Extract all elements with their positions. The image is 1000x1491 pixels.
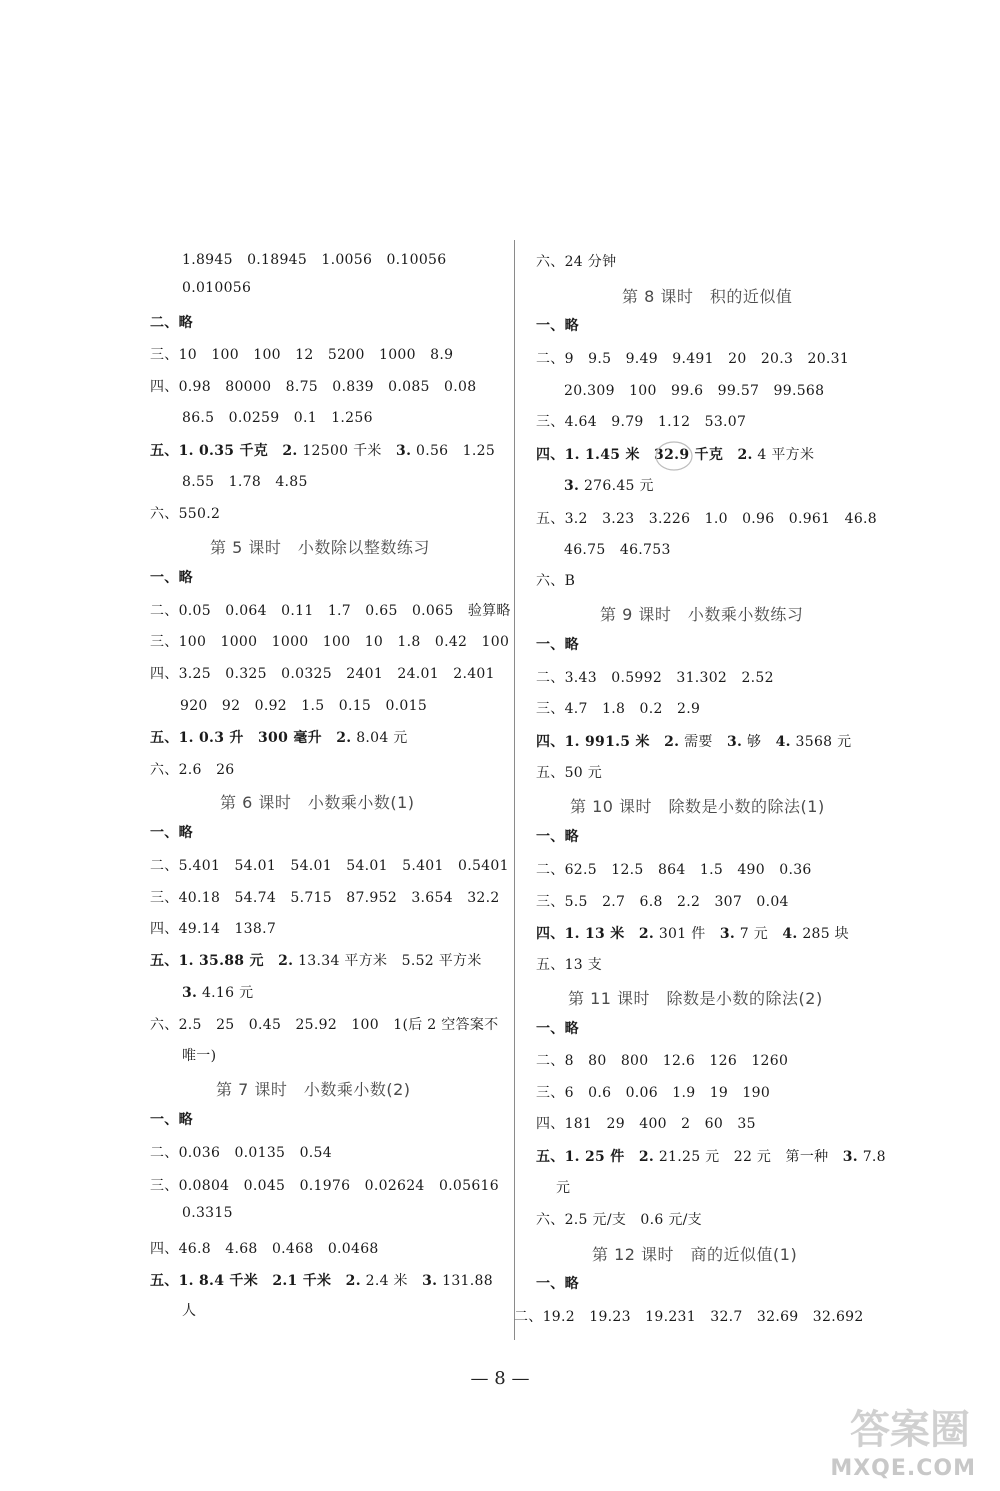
answer-line: 三、6 0.6 0.06 1.9 19 190 bbox=[536, 1085, 771, 1101]
page-number: — 8 — bbox=[470, 1368, 530, 1389]
answer-line bbox=[150, 727, 408, 747]
answer-line bbox=[150, 950, 482, 970]
answer-text: 五、1. 35.88 元 bbox=[150, 953, 279, 969]
answer-line: 20.309 100 99.6 99.57 99.568 bbox=[564, 383, 825, 399]
answer-line: 四、181 29 400 2 60 35 bbox=[536, 1116, 756, 1132]
answer-line: 元 bbox=[556, 1180, 571, 1196]
item-number: 4. bbox=[775, 734, 791, 750]
answer-line: 六、2.6 26 bbox=[150, 762, 235, 778]
answer-text: 五、1. 0.35 千克 bbox=[150, 443, 283, 459]
answer-line: 人 bbox=[182, 1303, 197, 1319]
answer-line: 三、5.5 2.7 6.8 2.2 307 0.04 bbox=[536, 894, 789, 910]
answer-line: 三、40.18 54.74 5.715 87.952 3.654 32.2 bbox=[150, 890, 500, 906]
item-number: 3. bbox=[564, 478, 580, 494]
stamp-mark bbox=[652, 438, 696, 474]
watermark-url: MXQE.COM bbox=[830, 1456, 976, 1481]
answer-text: 7.8 bbox=[857, 1149, 886, 1165]
answer-line: 二、19.2 19.23 19.231 32.7 32.69 32.692 bbox=[514, 1309, 864, 1325]
answer-line: 0.010056 bbox=[182, 280, 252, 296]
answer-line bbox=[150, 1270, 493, 1290]
answer-line: 六、2.5 元/支 0.6 元/支 bbox=[536, 1212, 702, 1228]
answer-line: 920 92 0.92 1.5 0.15 0.015 bbox=[180, 698, 428, 714]
answer-line: 一、略 bbox=[150, 570, 193, 586]
answer-line: 二、62.5 12.5 864 1.5 490 0.36 bbox=[536, 862, 812, 878]
answer-line: 六、550.2 bbox=[150, 506, 221, 522]
answer-text: 四、1. 13 米 bbox=[536, 926, 639, 942]
answer-line: 五、3.2 3.23 3.226 1.0 0.96 0.961 46.8 bbox=[536, 511, 878, 527]
item-number: 3. bbox=[396, 443, 412, 459]
answer-text: 8.04 元 bbox=[351, 730, 408, 746]
answer-line: 一、略 bbox=[150, 825, 193, 841]
answer-text: 285 块 bbox=[797, 926, 849, 942]
lesson-heading: 第 12 课时 商的近似值(1) bbox=[592, 1245, 798, 1264]
item-number: 3. bbox=[842, 1149, 858, 1165]
answer-line: 二、略 bbox=[150, 315, 193, 331]
answer-line bbox=[536, 1146, 886, 1166]
lesson-heading: 第 8 课时 积的近似值 bbox=[622, 287, 793, 306]
answer-line: 一、略 bbox=[536, 637, 579, 653]
answer-text: 四、1. 1.45 米 32.9 千克 bbox=[536, 447, 738, 463]
answer-line: 二、8 80 800 12.6 126 1260 bbox=[536, 1053, 789, 1069]
answer-line: 二、9 9.5 9.49 9.491 20 20.3 20.31 bbox=[536, 351, 850, 367]
answer-text: 4 平方米 bbox=[752, 447, 815, 463]
answer-line: 8.55 1.78 4.85 bbox=[182, 474, 308, 490]
answer-text: 3568 元 bbox=[790, 734, 852, 750]
answer-line: 三、0.0804 0.045 0.1976 0.02624 0.05616 bbox=[150, 1178, 499, 1194]
answer-line: 三、4.64 9.79 1.12 53.07 bbox=[536, 414, 747, 430]
answer-line: 四、46.8 4.68 0.468 0.0468 bbox=[150, 1241, 379, 1257]
item-number: 2. bbox=[345, 1273, 361, 1289]
item-number: 3. bbox=[719, 926, 736, 942]
answer-text: 2.4 米 bbox=[360, 1273, 423, 1289]
item-number: 2. bbox=[737, 447, 753, 463]
answer-text: 21.25 元 22 元 第一种 bbox=[654, 1149, 843, 1165]
item-number: 3. bbox=[182, 985, 198, 1001]
answer-text: 301 件 bbox=[654, 926, 720, 942]
answer-line: 二、3.43 0.5992 31.302 2.52 bbox=[536, 670, 774, 686]
lesson-heading: 第 11 课时 除数是小数的除法(2) bbox=[568, 989, 823, 1008]
item-number: 3. bbox=[726, 734, 743, 750]
answer-text: 四、1. 991.5 米 bbox=[536, 734, 665, 750]
answer-line: 六、B bbox=[536, 573, 576, 589]
answer-text: 0.56 1.25 bbox=[411, 443, 496, 459]
answer-line: 三、4.7 1.8 0.2 2.9 bbox=[536, 701, 701, 717]
answer-text: 276.45 元 bbox=[579, 478, 654, 494]
item-number: 2. bbox=[282, 443, 298, 459]
answer-line bbox=[150, 440, 495, 460]
answer-line: 唯一) bbox=[182, 1048, 217, 1064]
lesson-heading: 第 7 课时 小数乘小数(2) bbox=[216, 1080, 411, 1099]
lesson-heading: 第 5 课时 小数除以整数练习 bbox=[210, 538, 430, 557]
answer-text: 12500 千米 bbox=[297, 443, 397, 459]
lesson-heading: 第 9 课时 小数乘小数练习 bbox=[600, 605, 804, 624]
answer-line: 六、24 分钟 bbox=[536, 254, 617, 270]
answer-line: 二、0.05 0.064 0.11 1.7 0.65 0.065 验算略 bbox=[150, 603, 511, 619]
answer-line: 0.3315 bbox=[182, 1205, 233, 1221]
answer-line bbox=[536, 731, 851, 751]
lesson-heading: 第 10 课时 除数是小数的除法(1) bbox=[570, 797, 825, 816]
item-number: 2. bbox=[638, 926, 655, 942]
answer-text: 7 元 bbox=[735, 926, 783, 942]
answer-line bbox=[150, 982, 253, 1002]
answer-text: 够 bbox=[742, 734, 776, 750]
answer-line: 1.8945 0.18945 1.0056 0.10056 bbox=[182, 252, 447, 268]
answer-text: 131.88 bbox=[437, 1273, 493, 1289]
answer-line: 二、0.036 0.0135 0.54 bbox=[150, 1145, 332, 1161]
answer-line: 一、略 bbox=[536, 829, 579, 845]
item-number: 2. bbox=[638, 1149, 655, 1165]
answer-text: 五、1. 0.3 升 300 毫升 bbox=[150, 730, 337, 746]
lesson-heading: 第 6 课时 小数乘小数(1) bbox=[220, 793, 415, 812]
answer-line bbox=[532, 475, 654, 495]
answer-line: 一、略 bbox=[536, 1276, 579, 1292]
answer-line: 一、略 bbox=[536, 1021, 579, 1037]
answer-line: 一、略 bbox=[150, 1112, 193, 1128]
answer-text: 4.16 元 bbox=[197, 985, 254, 1001]
answer-line: 五、50 元 bbox=[536, 765, 603, 781]
answer-line: 86.5 0.0259 0.1 1.256 bbox=[182, 410, 373, 426]
item-number: 2. bbox=[278, 953, 294, 969]
answer-line: 二、5.401 54.01 54.01 54.01 5.401 0.5401 bbox=[150, 858, 509, 874]
answer-line: 一、略 bbox=[536, 318, 579, 334]
column-divider bbox=[514, 240, 515, 1340]
item-number: 4. bbox=[782, 926, 798, 942]
answer-line bbox=[536, 923, 849, 943]
answer-line: 四、0.98 80000 8.75 0.839 0.085 0.08 bbox=[150, 379, 477, 395]
item-number: 2. bbox=[664, 734, 680, 750]
answer-line: 46.75 46.753 bbox=[564, 542, 671, 558]
answer-text: 需要 bbox=[679, 734, 727, 750]
answer-line: 六、2.5 25 0.45 25.92 100 1(后 2 空答案不 bbox=[150, 1017, 499, 1033]
answer-line: 四、3.25 0.325 0.0325 2401 24.01 2.401 bbox=[150, 666, 495, 682]
answer-line: 五、13 支 bbox=[536, 957, 603, 973]
item-number: 3. bbox=[422, 1273, 438, 1289]
answer-line: 四、49.14 138.7 bbox=[150, 921, 277, 937]
answer-text: 五、1. 25 件 bbox=[536, 1149, 639, 1165]
watermark-logo: 答案圈 bbox=[850, 1407, 970, 1453]
answer-line: 三、10 100 100 12 5200 1000 8.9 bbox=[150, 347, 454, 363]
answer-text: 13.34 平方米 5.52 平方米 bbox=[293, 953, 482, 969]
answer-line: 三、100 1000 1000 100 10 1.8 0.42 100 bbox=[150, 634, 510, 650]
answer-text: 五、1. 8.4 千米 2.1 千米 bbox=[150, 1273, 346, 1289]
item-number: 2. bbox=[336, 730, 352, 746]
